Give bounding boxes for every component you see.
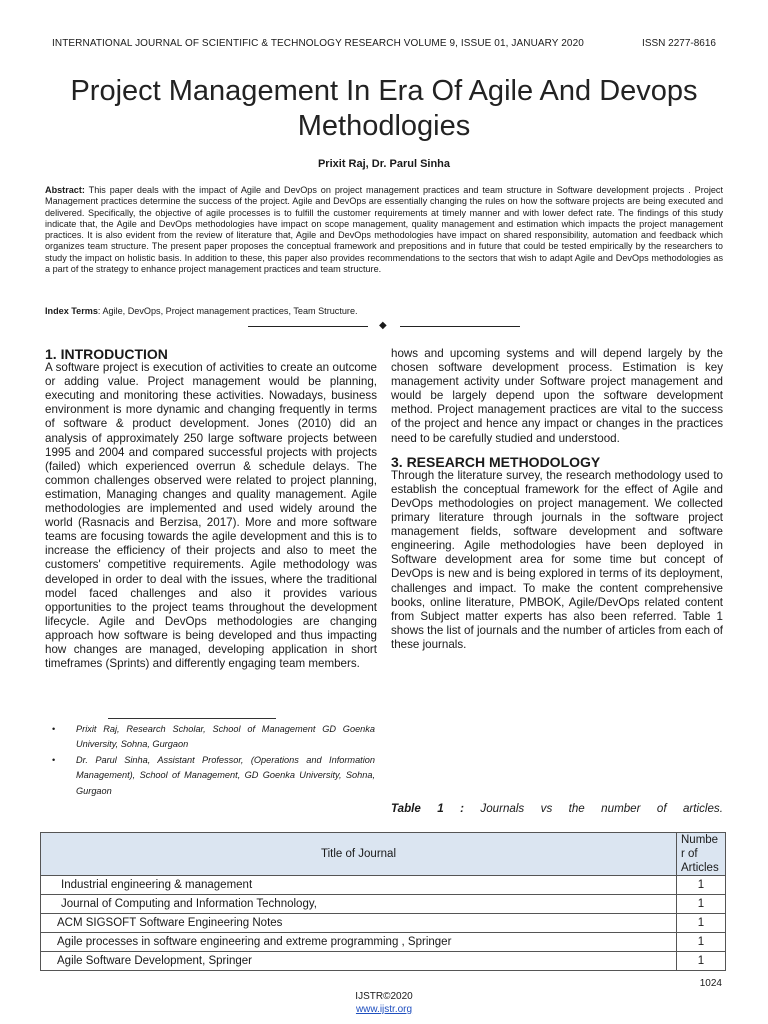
bullet-icon: • [52,754,56,765]
footnote-item: • Dr. Parul Sinha, Assistant Professor, (Operations and Information Management), School of Management, GD Goenka University, Sohna, Gurgaon [52,754,375,796]
authors: Prixit Raj, Dr. Parul Sinha [317,158,451,170]
table-row: ACM SIGSOFT Software Engineering Notes 1 [41,914,726,933]
index-terms [45,306,723,316]
left-column [45,347,377,671]
col-header-count: Numbe r of Articles [677,833,726,876]
intro-heading: 1. INTRODUCTION [45,346,168,362]
intro-body: A software project is execution of activities to create an outcome or adding value. Project management would be planning, executing and monitoring these activities. Nowadays, business environment is more dynamic and changing frequently in terms of software & product development. Jones (2010) did an analysis of approximately 250 large software projects between 1995 and 2004 and compared successful projects with projects (failed) which experienced overrun & schedule delays. The common challenges observed were related to project planning, estimation, Managing changes and quality management. Agile methodologies are implemented and used widely around the world (Rasnacis and Berzisa, 2017). More and more software teams are focusing towards the agile development and this is to increase the efficiency of their projects and also to meet the customers' competitive requirements. Agile methodology was developed in order to deal with the issues, where the traditional model faced challenges and also it provides various opportunities to the project teams throughout the development lifecycle. Agile and DevOps methodologies are changing approach how software is being developed and thus impacting how changes are managed, developing application in short timeframes (Sprints) and differently engaging team members. [45,361,377,671]
section-divider [248,320,520,332]
journals-table [40,832,726,971]
diamond-icon: ◆ [379,320,387,331]
index-terms-text: : Agile, DevOps, Project management practices, Team Structure. [97,306,358,316]
abstract-text: This paper deals with the impact of Agile and DevOps on project management practices and team structure in Software development projects . Project Management practices determine the success of the project. Agile and DevOps are essentially changing the rules on how the software projects are being executed and delivered. Specifically, the objective of agile processes is to fulfill the customer requirements at timely manner and with lower defect rate. The findings of this study indicate that, the Agile and DevOps methodologies have impact on scope management, quality management and estimation which impacts the project management practices. It is also evident from the review of literature that, Agile and DevOps methodologies have impact on shared responsibility, automation and feedback which organizes team structure. The present paper proposes the conceptual framework and prepositions and in future that could be tested empirically by the researchers to study the impact on holistic basis. In addition to these, this paper also provides recommendations to the sectors that wish to adapt Agile and DevOps methodologies as a part of the strategy to enhance project management practices and team structure. [45,185,723,275]
divider-line-right [400,326,520,327]
col-header-title: Title of Journal [41,833,677,876]
table-row: Industrial engineering & management 1 [41,876,726,895]
website-link[interactable]: www.ijstr.org [355,1004,413,1015]
table-row: Agile processes in software engineering and extreme programming , Springer 1 [41,933,726,952]
table-row: Agile Software Development, Springer 1 [41,952,726,971]
journal-header: INTERNATIONAL JOURNAL OF SCIENTIFIC & TECHNOLOGY RESEARCH VOLUME 9, ISSUE 01, JANUARY 2020 [52,38,584,49]
table-row: Journal of Computing and Information Technology, 1 [41,895,726,914]
index-terms-label: Index Terms [45,306,98,316]
copyright: IJSTR©2020 [355,991,413,1002]
bullet-icon: • [52,724,56,734]
divider-line-left [248,326,368,327]
page-number: 1024 [699,978,722,989]
page-footer [0,990,768,1016]
intro-continued: hows and upcoming systems and will depend largely by the chosen software development process. Estimation is key management activity under Software project management and would be largely depend upon the software development method. Project management practices are vital to the success of the project and hence any impact or changes in the practices need to be carefully studied and understood. [391,347,723,445]
table-caption: Table 1 : Journals vs the number of articles. [391,802,723,815]
paper-title: Project Management In Era Of Agile And Devops Methodlogies [70,75,698,142]
issn-label: ISSN 2277-8616 [642,38,716,49]
abstract [45,185,723,275]
research-heading: 3. RESEARCH METHODOLOGY [391,453,601,470]
footnote-rule [108,718,276,719]
table-header-row [41,833,726,876]
research-body: Through the literature survey, the research methodology used to establish the conceptual framework for the effect of Agile and DevOps methodologies on project management. We collected primary literature through journals in the software project management fields, software development and software engineering. Agile methodologies have been deployed in Software development area for some time but concept of DevOps is new and is being explored in terms of its deployment, challenges and impact. To make the content comprehensive books, online literature, PMBOK, Agile/DevOps related content from Subject matter experts has also been referred. Table 1 shows the list of journals and the number of articles from each of these journals. [391,468,723,651]
footnotes [52,722,375,799]
abstract-label: Abstract: [45,185,85,195]
footnote-item: • Prixit Raj, Research Scholar, School of Management GD Goenka University, Sohna, Gurgaon [52,724,375,750]
right-column [391,347,723,652]
